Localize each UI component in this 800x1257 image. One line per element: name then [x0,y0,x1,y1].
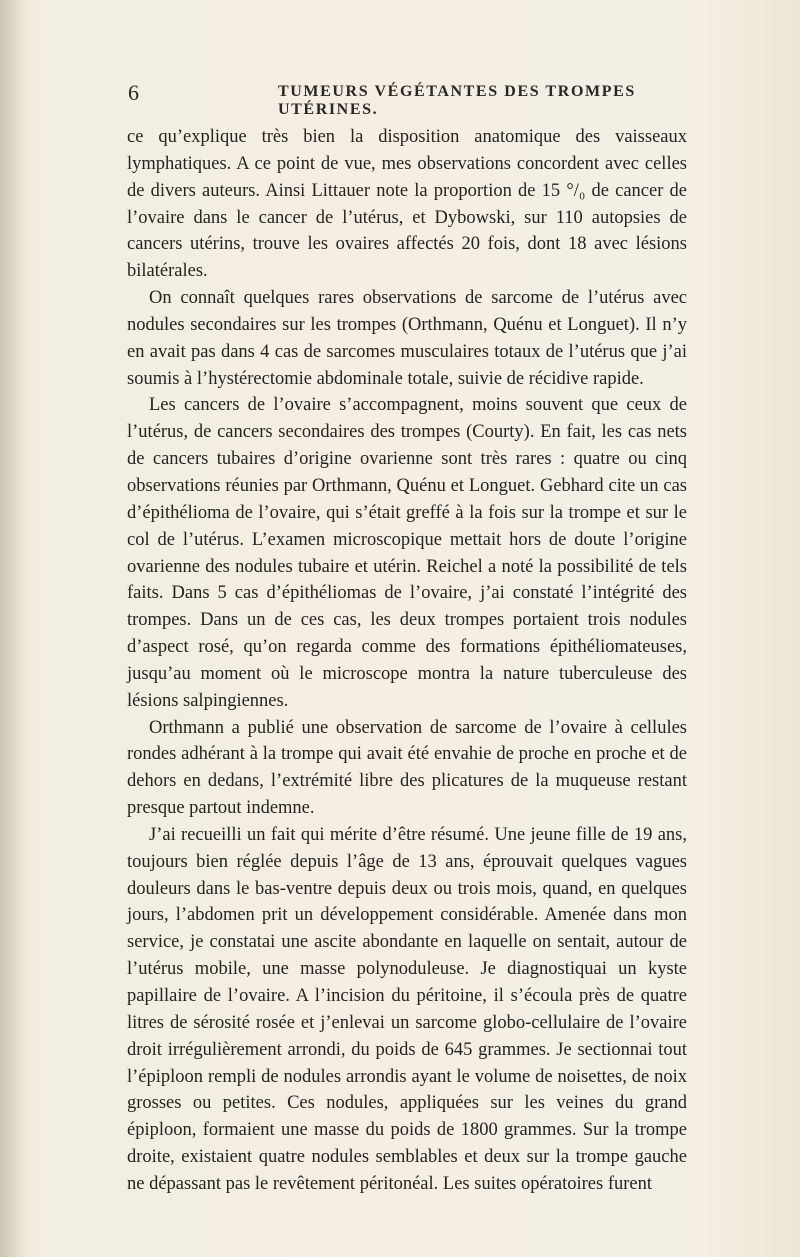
paragraph-4: Orthmann a publié une observation de sarcome de l’ovaire à cellules rondes adhérant à la trompe qui avait été envahie de proche en proche et de dehors en dedans, l’extrémité libre des plicatures de la muqueuse restant presque partout indemne. [127,717,687,819]
paragraph-5: J’ai recueilli un fait qui mérite d’être résumé. Une jeune fille de 19 ans, toujours bien réglée depuis l’âge de 13 ans, éprouvait quelques vagues douleurs dans le bas-ventre depuis deux ou trois mois, quand, en quelques jours, l’abdomen prit un développement considérable. Amenée dans mon service, je constatai une ascite abondante en laquelle on sentait, autour de l’utérus mobile, une masse polynoduleuse. Je diagnostiquai un kyste papillaire de l’ovaire. A l’incision du péritoine, il s’écoula près de quatre litres de sérosité rosée et j’enlevai un sarcome globo-cellulaire de l’ovaire droit irrégulièrement arrondi, du poids de 645 grammes. Je sectionnai tout l’épiploon rempli de nodules arrondis ayant le volume de noisettes, de noix grosses ou petites. Ces nodules, appliquées sur les veines du grand épiploon, formaient une masse du poids de 1800 grammes. Sur la trompe droite, existaient quatre nodules semblables et deux sur la trompe gauche ne dépassant pas le revêtement péritonéal. Les suites opératoires furent [127,824,687,1194]
paragraph-3: Les cancers de l’ovaire s’accompagnent, moins souvent que ceux de l’utérus, de cancers secondaires des trompes (Courty). En fait, les cas nets de cancers tubaires d’origine ovarienne sont très rares : quatre ou cinq observations réunies par Orthmann, Quénu et Longuet. Gebhard cite un cas d’épithélioma de l’ovaire, qui s’était greffé à la fois sur la trompe et sur le col de l’utérus. L’examen microscopique mettait hors de doute l’origine ovarienne des nodules tubaire et utérin. Reichel a noté la possibilité de tels faits. Dans 5 cas d’épithéliomas de l’ovaire, j’ai constaté l’intégrité des trompes. Dans un de ces cas, les deux trompes portaient trois nodules d’aspect rosé, qu’on regarda comme des formations épithéliomateuses, jusqu’au moment où le microscope montra la nature tuberculeuse des lésions salpingiennes. [127,395,687,711]
running-title: TUMEURS VÉGÉTANTES DES TROMPES UTÉRINES. [278,83,636,118]
page-number: 6 [128,80,139,105]
body-text [127,124,687,1198]
binding-shadow [0,0,26,1257]
paragraph-1: ce qu’explique très bien la disposition anatomique des vaisseaux lymphatiques. A ce point de vue, mes observations concordent avec celles de divers auteurs. Ainsi Littauer note la proportion de 15 °/₀ de cancer de l’ovaire dans le cancer de l’utérus, et Dybowski, sur 110 autopsies de cancers utérins, trouve les ovaires affectés 20 fois, dont 18 avec lésions bilatérales. [127,127,687,282]
paragraph-2: On connaît quelques rares observations de sarcome de l’utérus avec nodules secondaires sur les trompes (Orthmann, Quénu et Longuet). Il n’y en avait pas dans 4 cas de sarcomes musculaires totaux de l’utérus que j’ai soumis à l’hystérectomie abdominale totale, suivie de récidive rapide. [127,288,687,389]
page-header [128,80,688,118]
